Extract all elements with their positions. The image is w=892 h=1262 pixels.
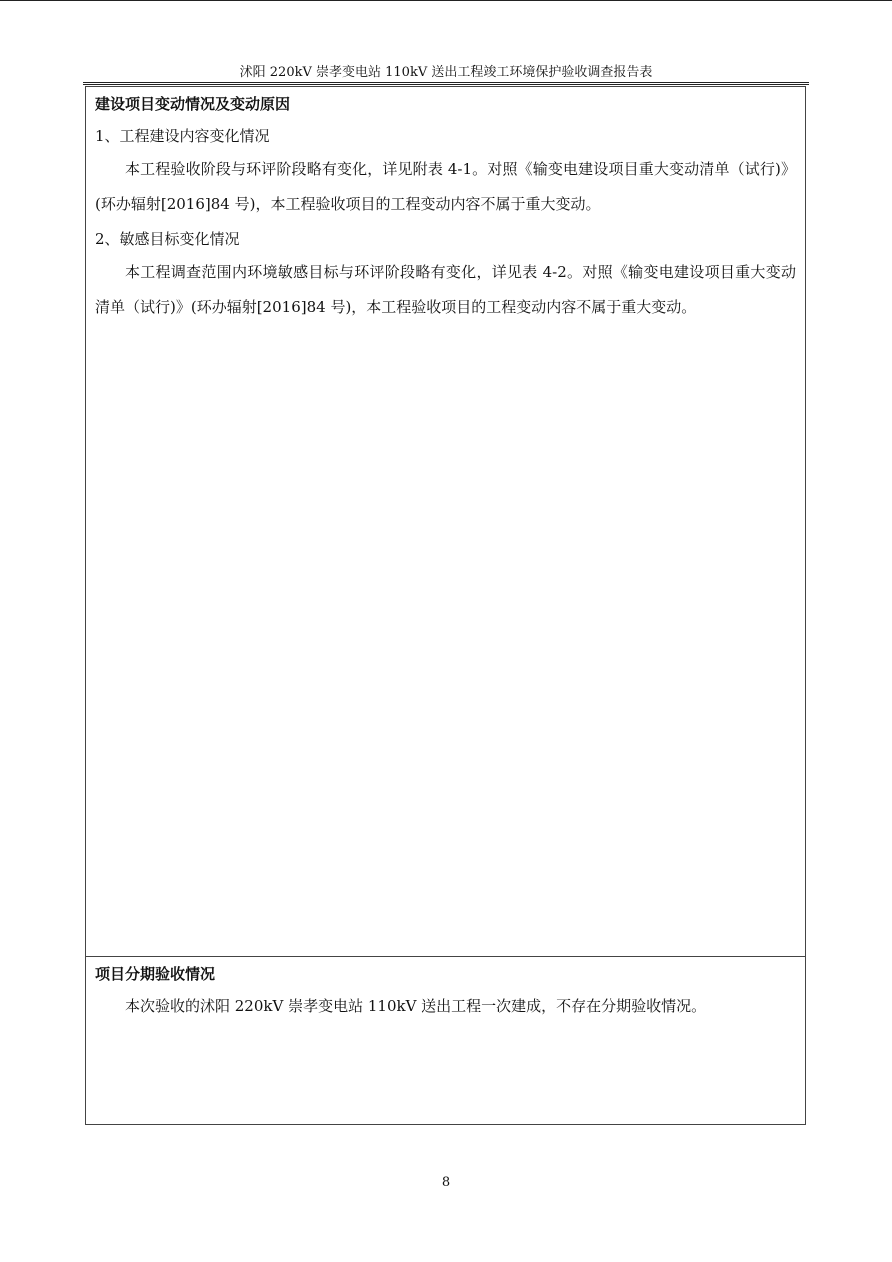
construction-change-heading: 1、工程建设内容变化情况 <box>95 127 270 145</box>
report-table <box>85 86 806 1125</box>
page-number: 8 <box>441 1175 451 1190</box>
phased-acceptance-title: 项目分期验收情况 <box>95 965 216 983</box>
header-rule <box>83 82 809 83</box>
construction-change-text: 本工程验收阶段与环评阶段略有变化，详见附表 4-1。对照《输变电建设项目重大变动清单（试行)》(环办辐射[2016]84 号)，本工程验收项目的工程变动内容不属于重大变动。 <box>95 160 796 213</box>
phased-acceptance-section <box>86 957 805 1126</box>
sensitive-target-text: 本工程调查范围内环境敏感目标与环评阶段略有变化，详见表 4-2。对照《输变电建设项目重大变动清单（试行)》(环办辐射[2016]84 号)，本工程验收项目的工程变动内容不属于重大变动。 <box>95 263 796 316</box>
sensitive-target-heading: 2、敏感目标变化情况 <box>95 230 240 248</box>
header-rule-double <box>83 84 809 85</box>
top-border-line <box>0 0 892 1</box>
changes-section <box>86 87 805 957</box>
running-header: 沭阳 220kV 崇孝变电站 110kV 送出工程竣工环境保护验收调查报告表 <box>239 65 653 80</box>
changes-section-title: 建设项目变动情况及变动原因 <box>95 95 291 113</box>
phased-acceptance-text: 本次验收的沭阳 220kV 崇孝变电站 110kV 送出工程一次建成，不存在分期验收情况。 <box>125 997 707 1015</box>
